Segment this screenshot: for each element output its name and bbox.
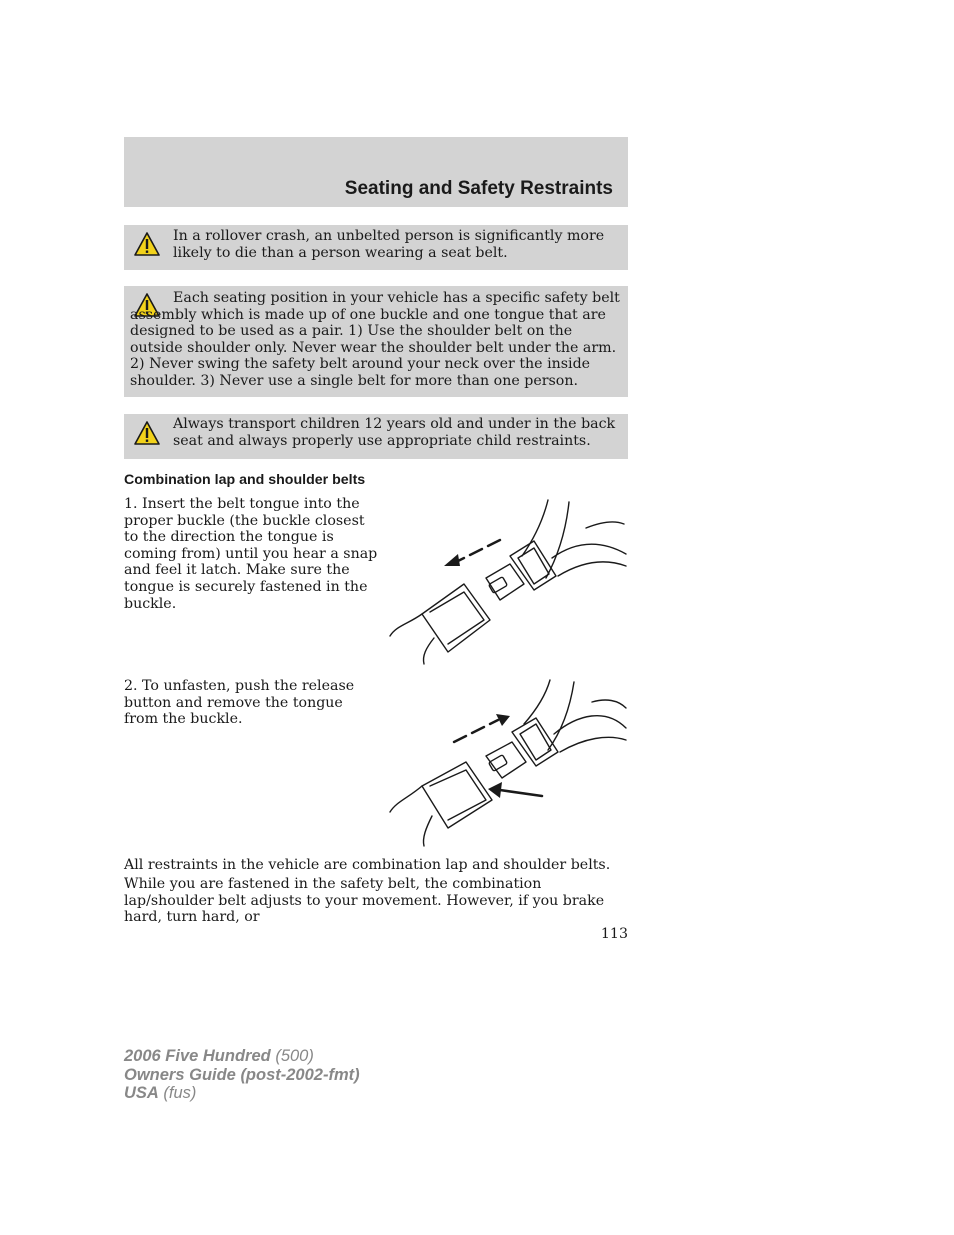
belt-unfasten-illustration (386, 678, 628, 848)
warning-text: Each seating position in your vehicle has a specific safety belt assembly which is made up of one buckle and one tongue that are designed to be used as a pair. 1) Use the shoulder belt on the outside shoulder only. Never wear the shoulder belt under the arm. 2) Never swing the safety belt around your neck over the inside shoulder. 3) Never use a single belt for more than one person. (130, 290, 620, 389)
section-header-band (124, 137, 628, 207)
section-title: Seating and Safety Restraints (344, 178, 613, 199)
page-number: 113 (600, 926, 628, 942)
warning-triangle-icon (133, 420, 161, 446)
belt-fasten-illustration (386, 496, 628, 666)
body-paragraph: All restraints in the vehicle are combination lap and shoulder belts. (124, 857, 611, 873)
warning-box-children (124, 414, 628, 459)
footer-line-2: Owners Guide (post-2002-fmt) (124, 1065, 360, 1084)
footer-line-3: USA (fus) (124, 1084, 197, 1102)
subsection-heading: Combination lap and shoulder belts (124, 472, 366, 488)
warning-text: Always transport children 12 years old and under in the back seat and always properly use appropriate child restraints. (173, 416, 616, 449)
footer-line-1: 2006 Five Hundred (500) (124, 1047, 314, 1065)
body-paragraph: While you are fastened in the safety belt, the combination lap/shoulder belt adjusts to your movement. However, if you brake hard, turn hard, or (124, 876, 605, 926)
warning-box-rollover (124, 225, 628, 270)
release-direction-arrow-icon (454, 714, 510, 742)
warning-text: In a rollover crash, an unbelted person is significantly more likely to die than a person wearing a seat belt. (173, 228, 605, 261)
insert-direction-arrow-icon (444, 540, 500, 566)
step-2-text: 2. To unfasten, push the release button and remove the tongue from the buckle. (124, 678, 355, 728)
warning-triangle-icon (133, 231, 161, 257)
step-1-text: 1. Insert the belt tongue into the proper buckle (the buckle closest to the direction the tongue is coming from) until you hear a snap and feel it latch. Make sure the tongue is securely fastened in the buckle. (124, 496, 378, 612)
document-footer (124, 1047, 360, 1103)
push-button-arrow-icon (488, 782, 542, 798)
warning-box-belt-assembly (124, 286, 628, 397)
